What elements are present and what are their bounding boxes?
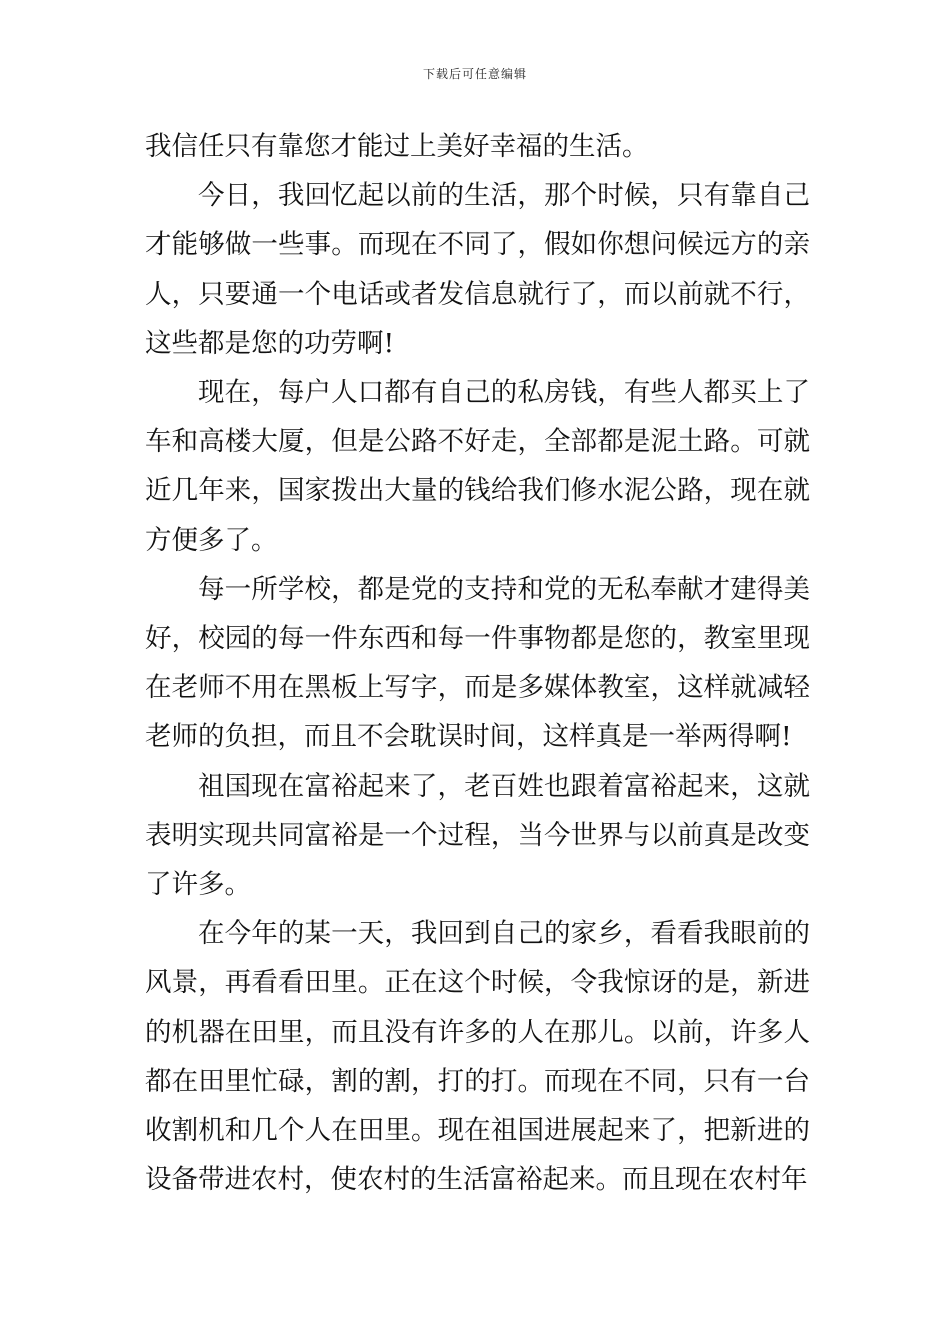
- paragraph-1: 我信任只有靠您才能过上美好幸福的生活。: [145, 131, 649, 162]
- paragraph-2: 今日，我回忆起以前的生活，那个时候，只有靠自己才能够做一些事。而现在不同了，假如你想问候远方的亲人，只要通一个电话或者发信息就行了，而以前就不行，这些都是您的功劳啊!: [145, 180, 810, 359]
- paragraph-6: 在今年的某一天，我回到自己的家乡，看看我眼前的风景，再看看田里。正在这个时候，令我惊讶的是，新进的机器在田里，而且没有许多的人在那儿。以前，许多人都在田里忙碌，割的割，打的打。而现在不同，只有一台收割机和几个人在田里。现在祖国进展起来了，把新进的设备带进农村，使农村的生活富裕起来。而且现在农村年: [145, 918, 810, 1196]
- paragraph-5: 祖国现在富裕起来了，老百姓也跟着富裕起来，这就表明实现共同富裕是一个过程，当今世界与以前真是改变了许多。: [145, 770, 810, 901]
- page-header: 下载后可任意编辑: [422, 67, 527, 81]
- document-body: [145, 122, 810, 1204]
- paragraph-3: 现在，每户人口都有自己的私房钱，有些人都买上了车和高楼大厦，但是公路不好走，全部都是泥土路。可就近几年来，国家拨出大量的钱给我们修水泥公路，现在就方便多了。: [145, 377, 810, 556]
- paragraph-4: 每一所学校，都是党的支持和党的无私奉献才建得美好，校园的每一件东西和每一件事物都是您的，教室里现在老师不用在黑板上写字，而是多媒体教室，这样就减轻老师的负担，而且不会耽误时间，这样真是一举两得啊!: [145, 573, 810, 753]
